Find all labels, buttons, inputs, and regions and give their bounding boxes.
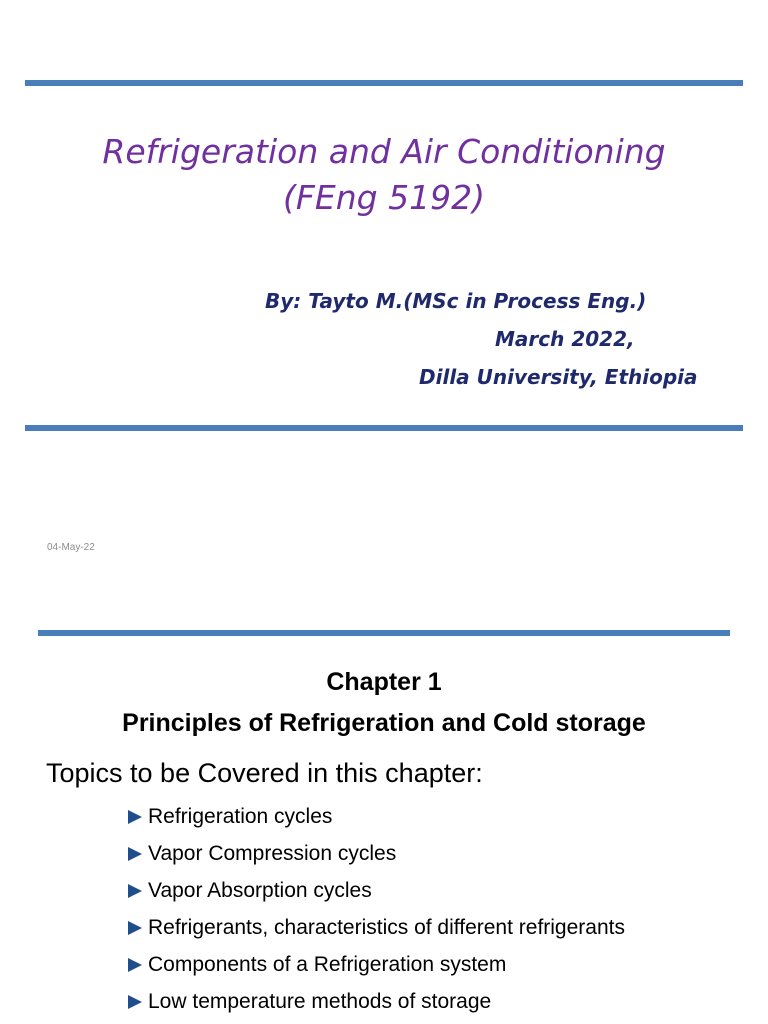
top-divider — [25, 80, 743, 86]
topics-intro: Topics to be Covered in this chapter: — [46, 758, 483, 788]
topic-label: Low temperature methods of storage — [148, 989, 492, 1013]
triangle-right-icon — [128, 884, 142, 898]
list-item — [128, 946, 625, 983]
institution-line: Dilla University, Ethiopia — [419, 365, 698, 389]
slide2-top-divider — [38, 630, 730, 636]
triangle-right-icon — [128, 995, 142, 1009]
list-item — [128, 835, 625, 872]
list-item — [128, 872, 625, 909]
chapter-number: Chapter 1 — [326, 668, 442, 696]
triangle-right-icon — [128, 847, 142, 861]
topic-label: Refrigerants, characteristics of different refrigerants — [148, 915, 625, 939]
topic-label: Components of a Refrigeration system — [148, 952, 507, 976]
bottom-divider — [25, 425, 743, 431]
topic-label: Vapor Absorption cycles — [148, 878, 372, 902]
list-item — [128, 983, 625, 1020]
topic-label: Refrigeration cycles — [148, 804, 333, 828]
triangle-right-icon — [128, 958, 142, 972]
list-item — [128, 909, 625, 946]
course-code: (FEng 5192) — [283, 178, 485, 217]
triangle-right-icon — [128, 921, 142, 935]
topics-list — [128, 798, 625, 1020]
slide-title: Refrigeration and Air Conditioning — [102, 132, 666, 171]
list-item — [128, 798, 625, 835]
chapter-title: Principles of Refrigeration and Cold storage — [122, 709, 646, 737]
slide-footer-date: 04-May-22 — [47, 542, 95, 553]
topic-label: Vapor Compression cycles — [148, 841, 397, 865]
triangle-right-icon — [128, 810, 142, 824]
author-line: By: Tayto M.(MSc in Process Eng.) — [265, 289, 647, 313]
date-line: March 2022, — [495, 327, 635, 351]
